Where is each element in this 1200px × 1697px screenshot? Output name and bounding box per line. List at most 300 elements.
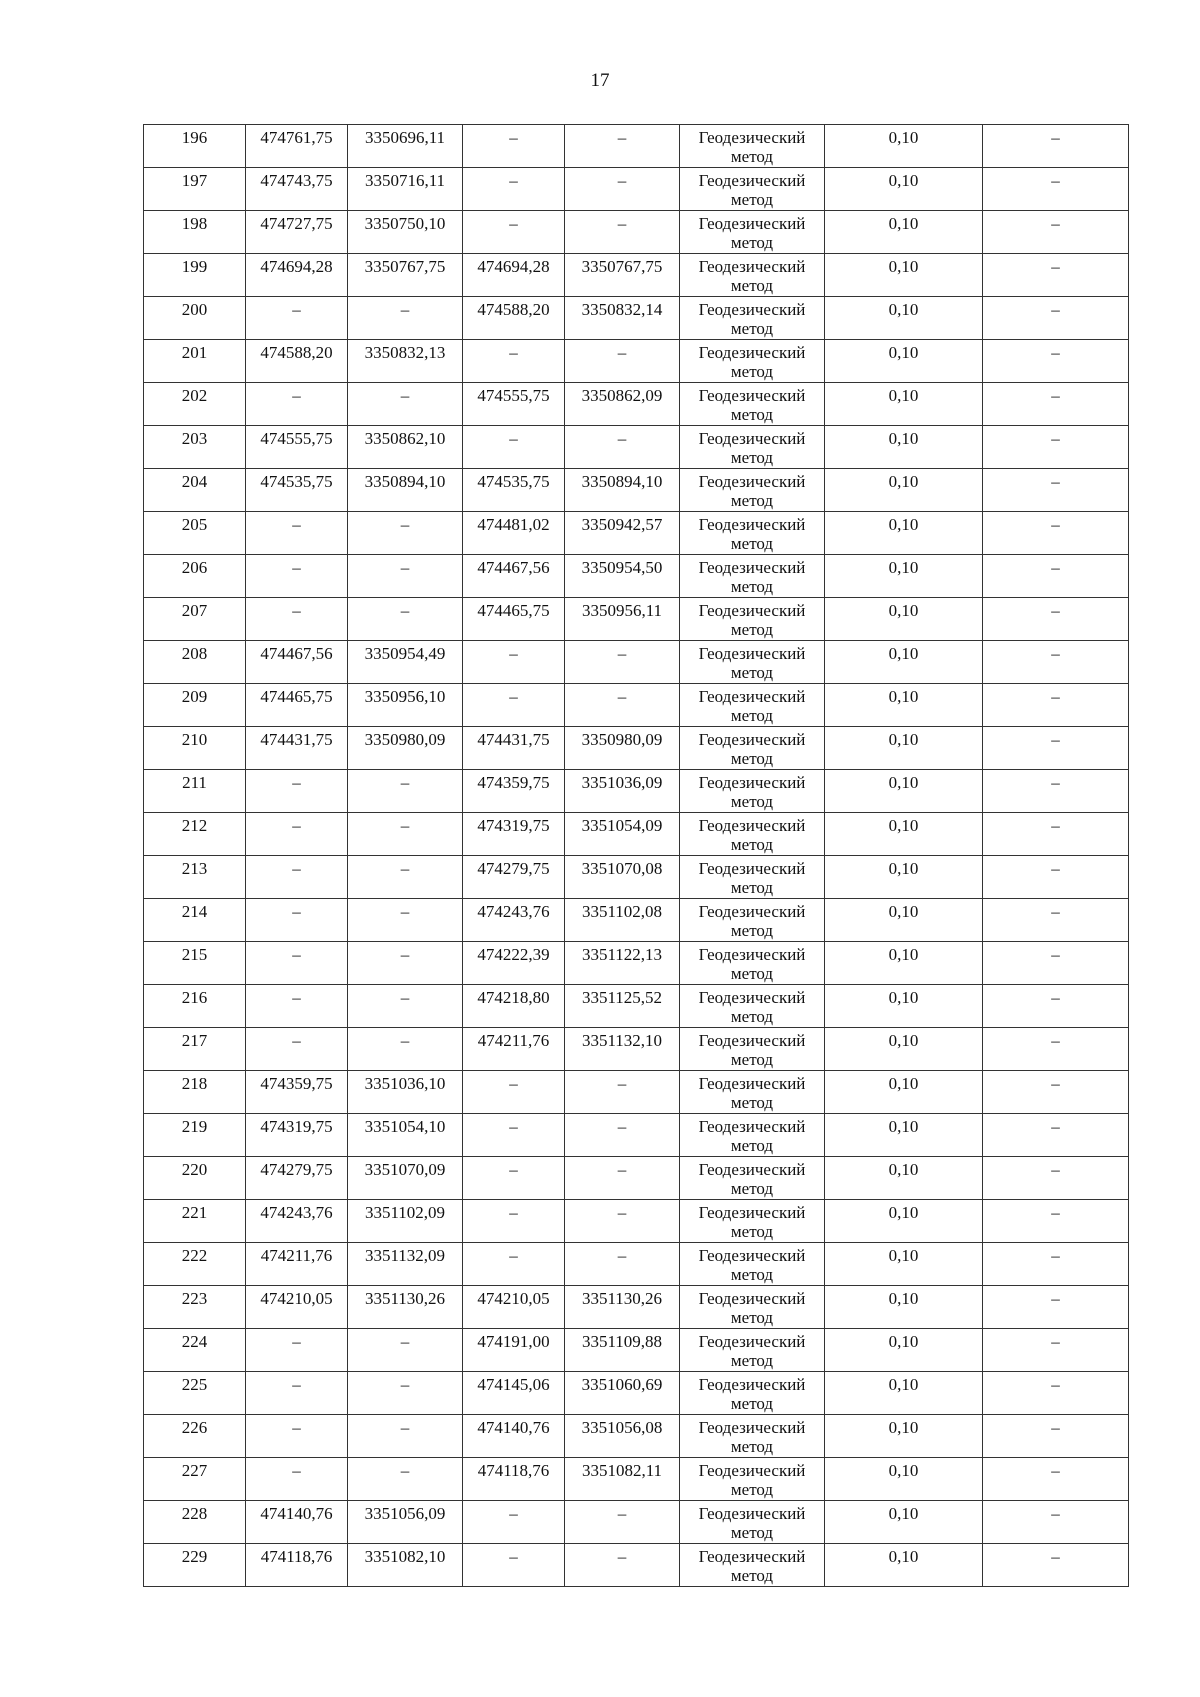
point-number-cell xyxy=(144,1544,246,1587)
accuracy-cell-value: 0,10 xyxy=(888,1289,919,1308)
note-cell-value: – xyxy=(1051,902,1060,921)
y-new-cell-value: 3351132,10 xyxy=(581,1031,663,1050)
accuracy-cell xyxy=(825,125,983,168)
y-new-cell-value: – xyxy=(617,644,627,663)
accuracy-cell xyxy=(825,254,983,297)
method-line-2: метод xyxy=(730,147,774,166)
note-cell-value: – xyxy=(1051,988,1060,1007)
point-number-cell xyxy=(144,813,246,856)
accuracy-cell-value: 0,10 xyxy=(888,214,919,233)
accuracy-cell-value: 0,10 xyxy=(888,386,919,405)
y-existing-cell-value: 3351132,09 xyxy=(364,1246,446,1265)
method-line-2: метод xyxy=(730,577,774,596)
note-cell xyxy=(983,770,1129,813)
x-existing-cell-value: – xyxy=(292,1375,301,1394)
method-cell xyxy=(680,1200,825,1243)
method-line-1: Геодезический xyxy=(698,1246,806,1265)
table-row xyxy=(144,1372,1129,1415)
y-new-cell-value: 3351054,09 xyxy=(581,816,663,835)
note-cell xyxy=(983,1458,1129,1501)
x-new-cell-value: – xyxy=(509,1547,518,1566)
point-number-cell-value: 222 xyxy=(181,1246,208,1265)
x-new-cell-value: 474210,05 xyxy=(477,1289,550,1308)
point-number-cell-value: 203 xyxy=(181,429,208,448)
x-new-cell-value: – xyxy=(509,1246,518,1265)
method-text xyxy=(680,1200,824,1241)
accuracy-cell-value: 0,10 xyxy=(888,515,919,534)
accuracy-cell xyxy=(825,598,983,641)
x-new-cell-value: – xyxy=(509,1160,518,1179)
y-new-cell-value: 3350954,50 xyxy=(581,558,663,577)
method-cell xyxy=(680,856,825,899)
method-line-2: метод xyxy=(730,1523,774,1542)
y-existing-cell xyxy=(348,1329,463,1372)
y-existing-cell-value: 3350862,10 xyxy=(364,429,446,448)
point-number-cell-value: 201 xyxy=(181,343,208,362)
x-existing-cell xyxy=(246,1243,348,1286)
point-number-cell xyxy=(144,211,246,254)
point-number-cell xyxy=(144,1157,246,1200)
x-existing-cell-value: 474555,75 xyxy=(260,429,333,448)
accuracy-cell xyxy=(825,1415,983,1458)
note-cell-value: – xyxy=(1051,214,1060,233)
x-existing-cell xyxy=(246,727,348,770)
table-row xyxy=(144,1286,1129,1329)
point-number-cell-value: 213 xyxy=(181,859,208,878)
point-number-cell-value: 205 xyxy=(181,515,208,534)
y-new-cell xyxy=(565,1071,680,1114)
y-existing-cell-value: 3350980,09 xyxy=(364,730,446,749)
x-existing-cell xyxy=(246,254,348,297)
accuracy-cell-value: 0,10 xyxy=(888,1418,919,1437)
note-cell-value: – xyxy=(1051,300,1060,319)
x-existing-cell-value: 474727,75 xyxy=(260,214,333,233)
accuracy-cell xyxy=(825,1200,983,1243)
point-number-cell xyxy=(144,383,246,426)
x-new-cell-value: – xyxy=(509,644,518,663)
method-line-1: Геодезический xyxy=(698,1461,806,1480)
y-new-cell-value: – xyxy=(617,1160,627,1179)
point-number-cell xyxy=(144,1329,246,1372)
table-row xyxy=(144,1501,1129,1544)
y-new-cell xyxy=(565,1114,680,1157)
table-row xyxy=(144,125,1129,168)
method-line-1: Геодезический xyxy=(698,1160,806,1179)
method-line-2: метод xyxy=(730,1093,774,1112)
accuracy-cell-value: 0,10 xyxy=(888,773,919,792)
method-line-1: Геодезический xyxy=(698,1203,806,1222)
x-new-cell-value: 474140,76 xyxy=(477,1418,550,1437)
method-text xyxy=(680,340,824,381)
accuracy-cell-value: 0,10 xyxy=(888,1547,919,1566)
table-row xyxy=(144,383,1129,426)
x-new-cell-value: – xyxy=(509,1203,518,1222)
method-text xyxy=(680,168,824,209)
x-new-cell-value: – xyxy=(509,171,518,190)
x-existing-cell-value: – xyxy=(292,386,301,405)
x-existing-cell-value: 474588,20 xyxy=(260,343,333,362)
point-number-cell xyxy=(144,426,246,469)
x-existing-cell xyxy=(246,1415,348,1458)
accuracy-cell xyxy=(825,1028,983,1071)
x-new-cell xyxy=(463,1372,565,1415)
method-text xyxy=(680,1415,824,1456)
point-number-cell-value: 196 xyxy=(181,128,208,147)
accuracy-cell-value: 0,10 xyxy=(888,945,919,964)
y-new-cell xyxy=(565,1544,680,1587)
accuracy-cell-value: 0,10 xyxy=(888,1074,919,1093)
method-line-2: метод xyxy=(730,1007,774,1026)
y-new-cell xyxy=(565,125,680,168)
y-new-cell xyxy=(565,168,680,211)
y-existing-cell xyxy=(348,1157,463,1200)
method-line-1: Геодезический xyxy=(698,859,806,878)
note-cell xyxy=(983,125,1129,168)
note-cell xyxy=(983,1372,1129,1415)
note-cell-value: – xyxy=(1051,1246,1060,1265)
note-cell xyxy=(983,1071,1129,1114)
table-row xyxy=(144,856,1129,899)
point-number-cell xyxy=(144,297,246,340)
accuracy-cell-value: 0,10 xyxy=(888,902,919,921)
x-new-cell xyxy=(463,1544,565,1587)
point-number-cell-value: 223 xyxy=(181,1289,208,1308)
table-row xyxy=(144,899,1129,942)
x-existing-cell-value: – xyxy=(292,816,301,835)
y-existing-cell xyxy=(348,340,463,383)
y-existing-cell xyxy=(348,1415,463,1458)
x-new-cell xyxy=(463,684,565,727)
accuracy-cell-value: 0,10 xyxy=(888,644,919,663)
method-line-1: Геодезический xyxy=(698,601,806,620)
x-existing-cell-value: 474467,56 xyxy=(260,644,333,663)
method-line-1: Геодезический xyxy=(698,773,806,792)
y-existing-cell-value: – xyxy=(400,859,410,878)
x-existing-cell xyxy=(246,1200,348,1243)
x-existing-cell xyxy=(246,1501,348,1544)
y-new-cell-value: – xyxy=(617,1504,627,1523)
y-existing-cell xyxy=(348,555,463,598)
x-new-cell xyxy=(463,1415,565,1458)
note-cell-value: – xyxy=(1051,816,1060,835)
point-number-cell-value: 221 xyxy=(181,1203,208,1222)
y-existing-cell-value: – xyxy=(400,1031,410,1050)
point-number-cell-value: 226 xyxy=(181,1418,208,1437)
x-existing-cell-value: 474140,76 xyxy=(260,1504,333,1523)
x-existing-cell-value: – xyxy=(292,1461,301,1480)
y-new-cell-value: – xyxy=(617,128,627,147)
table-row xyxy=(144,985,1129,1028)
y-new-cell-value: 3350980,09 xyxy=(581,730,663,749)
x-new-cell xyxy=(463,297,565,340)
y-new-cell xyxy=(565,555,680,598)
accuracy-cell xyxy=(825,1286,983,1329)
x-existing-cell xyxy=(246,985,348,1028)
x-new-cell xyxy=(463,770,565,813)
y-new-cell-value: 3351122,13 xyxy=(581,945,663,964)
method-line-1: Геодезический xyxy=(698,902,806,921)
x-new-cell-value: 474694,28 xyxy=(477,257,550,276)
note-cell-value: – xyxy=(1051,730,1060,749)
accuracy-cell xyxy=(825,1544,983,1587)
x-existing-cell xyxy=(246,1372,348,1415)
y-existing-cell-value: – xyxy=(400,1461,410,1480)
method-line-2: метод xyxy=(730,534,774,553)
x-existing-cell-value: – xyxy=(292,773,301,792)
note-cell xyxy=(983,469,1129,512)
note-cell-value: – xyxy=(1051,773,1060,792)
method-line-1: Геодезический xyxy=(698,1289,806,1308)
x-new-cell xyxy=(463,641,565,684)
x-existing-cell-value: – xyxy=(292,1031,301,1050)
method-cell xyxy=(680,985,825,1028)
y-existing-cell-value: 3350894,10 xyxy=(364,472,446,491)
note-cell xyxy=(983,1501,1129,1544)
table-row xyxy=(144,1157,1129,1200)
y-new-cell-value: – xyxy=(617,343,627,362)
accuracy-cell xyxy=(825,985,983,1028)
x-new-cell xyxy=(463,340,565,383)
x-existing-cell-value: – xyxy=(292,1418,301,1437)
method-cell xyxy=(680,383,825,426)
x-existing-cell xyxy=(246,1544,348,1587)
method-cell xyxy=(680,1071,825,1114)
method-line-2: метод xyxy=(730,1351,774,1370)
note-cell-value: – xyxy=(1051,429,1060,448)
coordinates-table xyxy=(143,124,1129,1587)
y-existing-cell xyxy=(348,383,463,426)
method-cell xyxy=(680,1243,825,1286)
method-cell xyxy=(680,813,825,856)
accuracy-cell-value: 0,10 xyxy=(888,171,919,190)
x-new-cell-value: 474145,06 xyxy=(477,1375,550,1394)
method-cell xyxy=(680,1329,825,1372)
note-cell-value: – xyxy=(1051,1074,1060,1093)
x-new-cell xyxy=(463,1028,565,1071)
accuracy-cell xyxy=(825,426,983,469)
method-line-1: Геодезический xyxy=(698,257,806,276)
method-cell xyxy=(680,512,825,555)
point-number-cell xyxy=(144,985,246,1028)
point-number-cell xyxy=(144,1200,246,1243)
x-existing-cell-value: 474243,76 xyxy=(260,1203,333,1222)
note-cell-value: – xyxy=(1051,859,1060,878)
y-existing-cell xyxy=(348,1114,463,1157)
x-new-cell-value: 474191,00 xyxy=(477,1332,550,1351)
method-line-2: метод xyxy=(730,491,774,510)
note-cell-value: – xyxy=(1051,1504,1060,1523)
accuracy-cell xyxy=(825,684,983,727)
point-number-cell-value: 198 xyxy=(181,214,208,233)
method-text xyxy=(680,426,824,467)
note-cell xyxy=(983,641,1129,684)
point-number-cell-value: 200 xyxy=(181,300,208,319)
x-new-cell-value: 474359,75 xyxy=(477,773,550,792)
method-text xyxy=(680,856,824,897)
note-cell-value: – xyxy=(1051,1547,1060,1566)
y-new-cell xyxy=(565,1200,680,1243)
note-cell-value: – xyxy=(1051,1160,1060,1179)
y-new-cell xyxy=(565,1415,680,1458)
x-new-cell xyxy=(463,856,565,899)
method-text xyxy=(680,1501,824,1542)
method-line-2: метод xyxy=(730,1179,774,1198)
note-cell xyxy=(983,1157,1129,1200)
point-number-cell-value: 220 xyxy=(181,1160,208,1179)
note-cell xyxy=(983,813,1129,856)
method-text xyxy=(680,254,824,295)
x-existing-cell-value: – xyxy=(292,601,301,620)
note-cell xyxy=(983,168,1129,211)
x-new-cell-value: 474465,75 xyxy=(477,601,550,620)
point-number-cell xyxy=(144,254,246,297)
x-existing-cell-value: 474694,28 xyxy=(260,257,333,276)
x-existing-cell xyxy=(246,469,348,512)
method-text xyxy=(680,770,824,811)
note-cell xyxy=(983,340,1129,383)
method-cell xyxy=(680,770,825,813)
point-number-cell-value: 217 xyxy=(181,1031,208,1050)
table-row xyxy=(144,340,1129,383)
method-text xyxy=(680,813,824,854)
method-cell xyxy=(680,1501,825,1544)
x-new-cell-value: – xyxy=(509,1117,518,1136)
accuracy-cell xyxy=(825,899,983,942)
x-new-cell-value: 474467,56 xyxy=(477,558,550,577)
method-line-1: Геодезический xyxy=(698,687,806,706)
method-line-1: Геодезический xyxy=(698,988,806,1007)
x-existing-cell-value: 474211,76 xyxy=(260,1246,333,1265)
method-cell xyxy=(680,340,825,383)
y-new-cell-value: 3351102,08 xyxy=(581,902,663,921)
y-new-cell-value: 3350894,10 xyxy=(581,472,663,491)
table-row xyxy=(144,684,1129,727)
y-new-cell-value: – xyxy=(617,1246,627,1265)
note-cell-value: – xyxy=(1051,1332,1060,1351)
x-new-cell xyxy=(463,211,565,254)
point-number-cell-value: 204 xyxy=(181,472,208,491)
x-existing-cell xyxy=(246,426,348,469)
y-new-cell-value: – xyxy=(617,429,627,448)
table-row xyxy=(144,469,1129,512)
note-cell-value: – xyxy=(1051,687,1060,706)
method-cell xyxy=(680,1458,825,1501)
x-new-cell-value: 474555,75 xyxy=(477,386,550,405)
method-text xyxy=(680,1544,824,1585)
method-cell xyxy=(680,684,825,727)
y-existing-cell-value: 3350956,10 xyxy=(364,687,446,706)
x-new-cell xyxy=(463,598,565,641)
y-existing-cell xyxy=(348,1243,463,1286)
point-number-cell-value: 202 xyxy=(181,386,208,405)
accuracy-cell-value: 0,10 xyxy=(888,1031,919,1050)
y-new-cell-value: 3351125,52 xyxy=(581,988,663,1007)
x-existing-cell-value: 474465,75 xyxy=(260,687,333,706)
y-existing-cell-value: 3351054,10 xyxy=(364,1117,446,1136)
note-cell xyxy=(983,1286,1129,1329)
method-text xyxy=(680,899,824,940)
x-new-cell xyxy=(463,1157,565,1200)
x-new-cell xyxy=(463,1071,565,1114)
method-cell xyxy=(680,598,825,641)
x-new-cell-value: 474319,75 xyxy=(477,816,550,835)
note-cell-value: – xyxy=(1051,386,1060,405)
accuracy-cell xyxy=(825,1114,983,1157)
accuracy-cell xyxy=(825,340,983,383)
accuracy-cell xyxy=(825,512,983,555)
method-cell xyxy=(680,426,825,469)
point-number-cell-value: 208 xyxy=(181,644,208,663)
y-new-cell xyxy=(565,813,680,856)
method-line-1: Геодезический xyxy=(698,386,806,405)
y-new-cell xyxy=(565,985,680,1028)
method-line-2: метод xyxy=(730,1222,774,1241)
x-new-cell-value: – xyxy=(509,1074,518,1093)
method-line-2: метод xyxy=(730,964,774,983)
y-existing-cell-value: 3351036,10 xyxy=(364,1074,446,1093)
x-existing-cell-value: 474743,75 xyxy=(260,171,333,190)
y-existing-cell xyxy=(348,1501,463,1544)
method-text xyxy=(680,641,824,682)
x-new-cell-value: – xyxy=(509,128,518,147)
point-number-cell-value: 227 xyxy=(181,1461,208,1480)
y-new-cell-value: 3350956,11 xyxy=(581,601,663,620)
table-row xyxy=(144,1114,1129,1157)
y-new-cell-value: 3351082,11 xyxy=(581,1461,663,1480)
accuracy-cell xyxy=(825,1157,983,1200)
note-cell xyxy=(983,727,1129,770)
y-new-cell xyxy=(565,684,680,727)
x-new-cell-value: 474481,02 xyxy=(477,515,550,534)
y-existing-cell-value: – xyxy=(400,601,410,620)
table-row xyxy=(144,555,1129,598)
method-text xyxy=(680,727,824,768)
x-existing-cell-value: – xyxy=(292,300,301,319)
y-existing-cell-value: – xyxy=(400,300,410,319)
x-existing-cell xyxy=(246,899,348,942)
x-existing-cell xyxy=(246,856,348,899)
x-new-cell-value: – xyxy=(509,687,518,706)
x-existing-cell-value: – xyxy=(292,988,301,1007)
x-existing-cell xyxy=(246,942,348,985)
point-number-cell xyxy=(144,1415,246,1458)
y-new-cell xyxy=(565,598,680,641)
y-existing-cell xyxy=(348,1071,463,1114)
accuracy-cell-value: 0,10 xyxy=(888,1375,919,1394)
accuracy-cell-value: 0,10 xyxy=(888,1160,919,1179)
accuracy-cell xyxy=(825,1243,983,1286)
point-number-cell xyxy=(144,1243,246,1286)
method-cell xyxy=(680,641,825,684)
accuracy-cell xyxy=(825,770,983,813)
x-new-cell-value: 474218,80 xyxy=(477,988,550,1007)
accuracy-cell-value: 0,10 xyxy=(888,1332,919,1351)
accuracy-cell xyxy=(825,469,983,512)
x-existing-cell-value: – xyxy=(292,945,301,964)
y-existing-cell-value: 3351082,10 xyxy=(364,1547,446,1566)
y-existing-cell xyxy=(348,856,463,899)
y-new-cell-value: 3350832,14 xyxy=(581,300,663,319)
accuracy-cell xyxy=(825,168,983,211)
note-cell-value: – xyxy=(1051,1289,1060,1308)
x-new-cell xyxy=(463,1243,565,1286)
x-new-cell xyxy=(463,469,565,512)
table-row xyxy=(144,641,1129,684)
point-number-cell-value: 219 xyxy=(181,1117,208,1136)
x-new-cell-value: 474222,39 xyxy=(477,945,550,964)
accuracy-cell xyxy=(825,641,983,684)
accuracy-cell xyxy=(825,1501,983,1544)
